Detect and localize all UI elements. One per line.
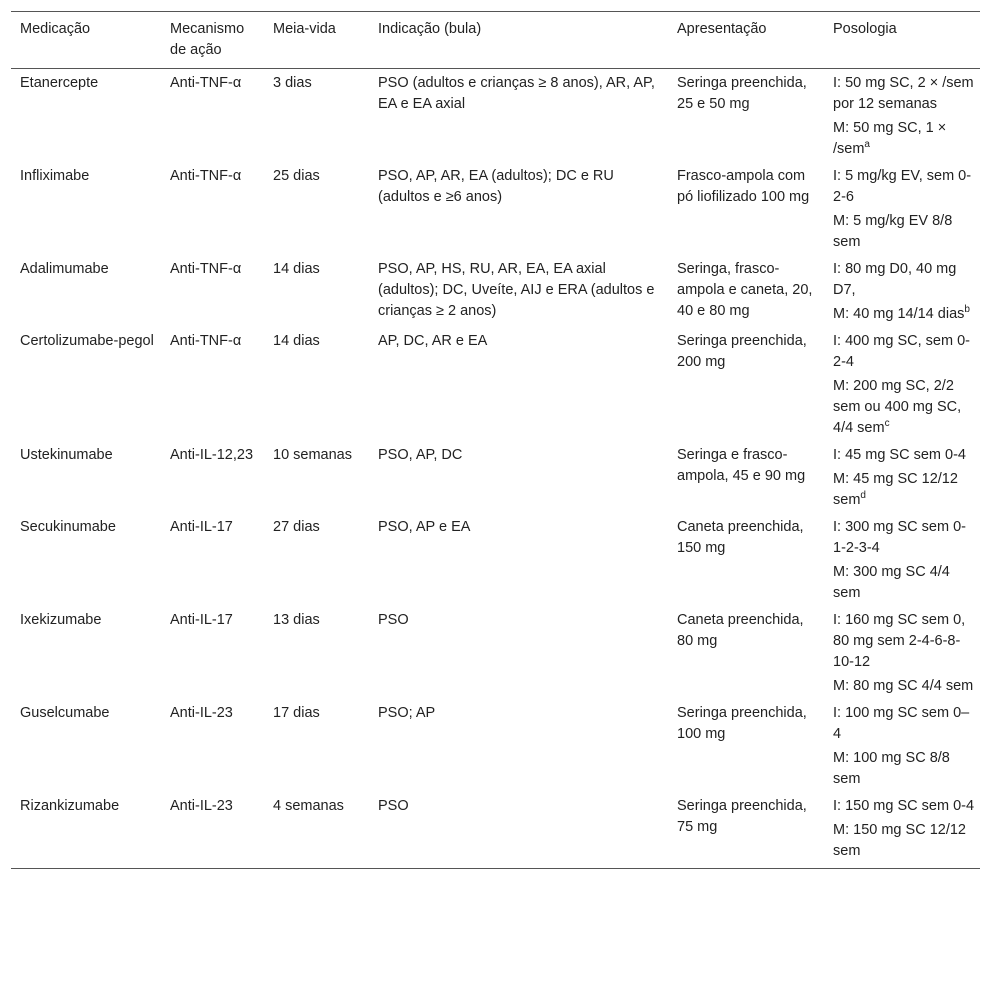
cell-indicacao: PSO (adultos e crianças ≥ 8 anos), AR, AP, EA e EA axial [378,75,655,112]
cell-mecanismo: Anti-IL-17 [170,519,233,535]
posologia-line [833,610,976,673]
posologia-line [833,703,976,745]
posologia-text: M: 100 mg SC 8/8 sem [833,750,950,787]
table-row [11,255,980,327]
cell-posologia [824,255,980,327]
cell-medicacao: Infliximabe [20,168,90,184]
posologia-line [833,676,976,697]
table-row [11,69,980,163]
cell-posologia [824,699,980,792]
cell-apresentacao: Frasco-ampola com pó liofilizado 100 mg [677,168,810,205]
cell-mecanismo: Anti-IL-17 [170,612,233,628]
posologia-line [833,469,976,511]
posologia-text: I: 100 mg SC sem 0–4 [833,705,970,742]
cell-apresentacao: Seringa e frasco-ampola, 45 e 90 mg [677,447,806,484]
table-row [11,606,980,699]
table-row [11,441,980,513]
posologia-text: I: 400 mg SC, sem 0-2-4 [833,333,970,370]
cell-indicacao: PSO, AP, HS, RU, AR, EA, EA axial (adultos); DC, Uveíte, AIJ e ERA (adultos e crianças ≥ 2 anos) [378,261,655,319]
table-row [11,513,980,606]
footnote-marker: d [860,490,866,502]
header-meia-vida: Meia-vida [264,12,369,69]
cell-meia-vida: 25 dias [273,168,320,184]
cell-medicacao: Guselcumabe [20,705,110,721]
cell-indicacao: PSO, AP, DC [378,447,463,463]
cell-medicacao: Adalimumabe [20,261,109,277]
cell-medicacao: Ustekinumabe [20,447,113,463]
posologia-line [833,376,976,439]
table-header [11,12,980,69]
table-row [11,162,980,255]
posologia-line [833,562,976,604]
cell-medicacao: Certolizumabe-pegol [20,333,154,349]
posologia-text: I: 160 mg SC sem 0, 80 mg sem 2-4-6-8-10-12 [833,612,966,670]
posologia-text: M: 80 mg SC 4/4 sem [833,678,974,694]
posologia-text: I: 300 mg SC sem 0-1-2-3-4 [833,519,966,556]
header-apresentacao: Apresentação [668,12,824,69]
cell-indicacao: PSO [369,792,668,869]
posologia-line [833,118,976,160]
posologia-text: M: 300 mg SC 4/4 sem [833,564,950,601]
cell-apresentacao: Seringa preenchida, 100 mg [677,705,807,742]
cell-medicacao: Ixekizumabe [20,612,102,628]
posologia-line [833,73,976,115]
cell-posologia [824,441,980,513]
cell-apresentacao: Seringa preenchida, 75 mg [668,792,824,869]
cell-meia-vida: 13 dias [273,612,320,628]
header-indicacao: Indicação (bula) [369,12,668,69]
cell-meia-vida: 14 dias [273,261,320,277]
table-row [11,327,980,441]
cell-posologia [824,513,980,606]
cell-apresentacao: Caneta preenchida, 150 mg [677,519,804,556]
cell-apresentacao: Seringa, frasco-ampola e caneta, 20, 40 e 80 mg [677,261,813,319]
table-row [11,699,980,792]
header-row [11,12,980,69]
posologia-line [833,796,976,817]
posologia-line [833,331,976,373]
footnote-marker: a [864,139,870,151]
posologia-text: I: 150 mg SC sem 0-4 [833,798,975,814]
posologia-line [833,166,976,208]
cell-indicacao: AP, DC, AR e EA [378,333,488,349]
cell-mecanismo: Anti-TNF-α [170,75,242,91]
posologia-text: M: 200 mg SC, 2/2 sem ou 400 mg SC, 4/4 sem [833,378,962,436]
footnote-marker: c [884,418,890,430]
posologia-text: I: 5 mg/kg EV, sem 0-2-6 [833,168,972,205]
cell-mecanismo: Anti-IL-23 [170,705,233,721]
cell-indicacao: PSO [378,612,409,628]
header-posologia: Posologia [824,12,980,69]
cell-apresentacao: Seringa preenchida, 200 mg [677,333,807,370]
cell-meia-vida: 27 dias [273,519,320,535]
cell-meia-vida: 3 dias [273,75,312,91]
cell-mecanismo: Anti-TNF-α [170,168,242,184]
cell-indicacao: PSO, AP, AR, EA (adultos); DC e RU (adultos e ≥6 anos) [378,168,614,205]
cell-meia-vida: 17 dias [273,705,320,721]
cell-apresentacao: Caneta preenchida, 80 mg [677,612,804,649]
cell-mecanismo: Anti-TNF-α [170,333,242,349]
posologia-line [833,304,976,325]
posologia-text: M: 40 mg 14/14 dias [833,306,965,322]
cell-indicacao: PSO, AP e EA [378,519,471,535]
cell-posologia [824,69,980,163]
posologia-line [833,748,976,790]
cell-meia-vida: 10 semanas [273,447,352,463]
cell-mecanismo: Anti-IL-23 [161,792,264,869]
footnote-marker: b [964,304,970,316]
table-row [11,792,980,869]
cell-indicacao: PSO; AP [378,705,436,721]
posologia-line [833,259,976,301]
cell-apresentacao: Seringa preenchida, 25 e 50 mg [677,75,807,112]
posologia-text: M: 45 mg SC 12/12 sem [833,471,958,508]
cell-mecanismo: Anti-TNF-α [170,261,242,277]
posologia-line [833,820,976,862]
posologia-text: M: 50 mg SC, 1 × /sem [833,120,947,157]
header-mecanismo: Mecanismo de ação [161,12,264,69]
posologia-line [833,445,976,466]
cell-mecanismo: Anti-IL-12,23 [170,447,254,463]
cell-meia-vida: 4 semanas [264,792,369,869]
cell-posologia [824,792,980,869]
header-medicacao: Medicação [11,12,161,69]
posologia-text: I: 80 mg D0, 40 mg D7, [833,261,957,298]
posologia-text: M: 150 mg SC 12/12 sem [833,822,966,859]
table-body [11,69,980,869]
posologia-text: M: 5 mg/kg EV 8/8 sem [833,213,953,250]
posologia-text: I: 50 mg SC, 2 × /sem por 12 semanas [833,75,974,112]
posologia-line [833,211,976,253]
cell-posologia [824,327,980,441]
cell-meia-vida: 14 dias [273,333,320,349]
cell-medicacao: Rizankizumabe [11,792,161,869]
posologia-line [833,517,976,559]
cell-medicacao: Etanercepte [20,75,99,91]
cell-posologia [824,162,980,255]
cell-posologia [824,606,980,699]
posologia-text: I: 45 mg SC sem 0-4 [833,447,966,463]
cell-medicacao: Secukinumabe [20,519,116,535]
biologics-table [11,11,980,869]
